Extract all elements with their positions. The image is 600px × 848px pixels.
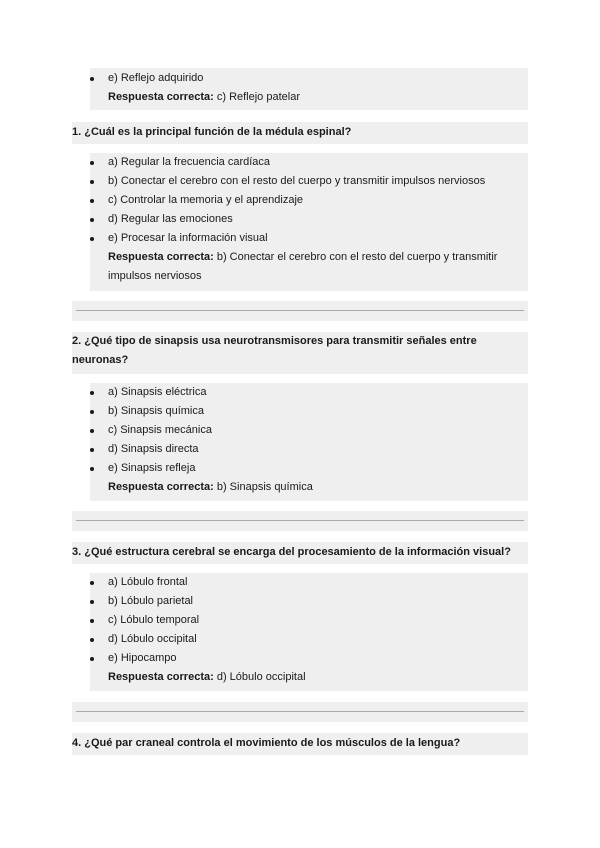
option-text: b) Sinapsis química <box>108 405 204 417</box>
answer-value: b) Sinapsis química <box>216 481 313 493</box>
bullet-icon <box>90 429 94 433</box>
option-text: a) Sinapsis eléctrica <box>108 386 207 398</box>
bullet-icon <box>90 448 94 452</box>
option-text: a) Regular la frecuencia cardíaca <box>108 156 271 168</box>
options-list <box>90 573 528 668</box>
option-text: e) Procesar la información visual <box>108 232 268 244</box>
options-list <box>90 153 528 248</box>
option-text: c) Lóbulo temporal <box>108 614 200 626</box>
question-1-title: 1. ¿Cuál es la principal función de la médula espinal? <box>72 122 528 144</box>
correct-answer <box>90 478 528 497</box>
bullet-icon <box>90 199 94 203</box>
option-text: b) Conectar el cerebro con el resto del cuerpo y transmitir impulsos nerviosos <box>108 175 486 187</box>
list-item <box>90 649 528 668</box>
divider <box>72 702 528 722</box>
option-text: d) Sinapsis directa <box>108 443 199 455</box>
bullet-icon <box>90 638 94 642</box>
list-item <box>90 210 528 229</box>
option-text: e) Hipocampo <box>108 652 177 664</box>
option-text: e) Sinapsis refleja <box>108 462 196 474</box>
divider-line <box>76 711 524 712</box>
option-text: e) Reflejo adquirido <box>108 72 204 84</box>
list-item <box>90 611 528 630</box>
answer-value: c) Reflejo patelar <box>216 91 300 103</box>
answer-value: d) Lóbulo occipital <box>216 671 306 683</box>
option-text: c) Sinapsis mecánica <box>108 424 212 436</box>
option-text: d) Regular las emociones <box>108 213 233 225</box>
list-item <box>90 402 528 421</box>
list-item <box>90 229 528 248</box>
divider-line <box>76 520 524 521</box>
question-4-title: 4. ¿Qué par craneal controla el movimiento de los músculos de la lengua? <box>72 733 528 755</box>
option-text: d) Lóbulo occipital <box>108 633 197 645</box>
option-text: b) Lóbulo parietal <box>108 595 194 607</box>
bullet-icon <box>90 600 94 604</box>
list-item <box>90 191 528 210</box>
answer-label: Respuesta correcta: <box>108 91 214 103</box>
list-item <box>90 172 528 191</box>
option-text: a) Lóbulo frontal <box>108 576 188 588</box>
question-1-options <box>90 153 528 291</box>
bullet-icon <box>90 657 94 661</box>
list-item <box>90 592 528 611</box>
question-2-options <box>90 383 528 501</box>
bullet-icon <box>90 237 94 241</box>
bullet-icon <box>90 410 94 414</box>
answer-value: b) Conectar el cerebro con el resto del cuerpo y transmitir impulsos nerviosos <box>108 251 498 282</box>
divider-line <box>76 310 524 311</box>
divider <box>72 511 528 531</box>
bullet-icon <box>90 77 94 81</box>
list-item <box>90 630 528 649</box>
correct-answer <box>90 88 528 107</box>
bullet-icon <box>90 180 94 184</box>
options-list <box>90 383 528 478</box>
list-item <box>90 440 528 459</box>
option-text: c) Controlar la memoria y el aprendizaje <box>108 194 304 206</box>
answer-label: Respuesta correcta: <box>108 251 214 263</box>
answer-label: Respuesta correcta: <box>108 671 214 683</box>
answer-label: Respuesta correcta: <box>108 481 214 493</box>
bullet-icon <box>90 161 94 165</box>
bullet-icon <box>90 391 94 395</box>
list-item <box>90 421 528 440</box>
prev-question-tail <box>90 68 528 110</box>
list-item <box>90 459 528 478</box>
bullet-icon <box>90 218 94 222</box>
list-item <box>90 153 528 172</box>
question-3-options <box>90 573 528 691</box>
question-3-title: 3. ¿Qué estructura cerebral se encarga del procesamiento de la información visual? <box>72 542 528 564</box>
list-item <box>90 383 528 402</box>
divider <box>72 301 528 321</box>
correct-answer <box>90 248 528 286</box>
list-item <box>90 573 528 592</box>
question-2-title: 2. ¿Qué tipo de sinapsis usa neurotransmisores para transmitir señales entre neuronas? <box>72 332 528 374</box>
bullet-icon <box>90 467 94 471</box>
list-item <box>90 69 528 88</box>
bullet-icon <box>90 581 94 585</box>
bullet-icon <box>90 619 94 623</box>
correct-answer <box>90 668 528 687</box>
